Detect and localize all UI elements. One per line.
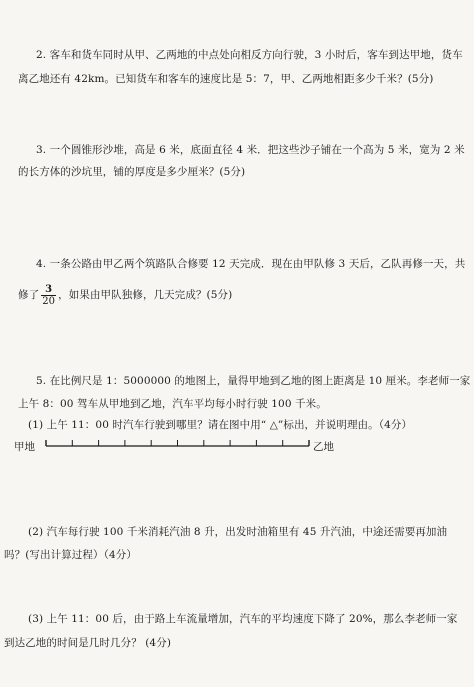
fraction-numerator: 3 — [41, 284, 56, 296]
q5-line-2: 上午 8：00 驾车从甲地到乙地，汽车平均每小时行驶 100 千米。 — [18, 398, 327, 410]
q2-line-1: 2. 客车和货车同时从甲、乙两地的中点处向相反方向行驶，3 小时后，客车到达甲地，货车 — [36, 49, 463, 61]
q5-sub3-line-1: (3) 上午 11：00 后，由于路上车流量增加，汽车的平均速度下降了 20%，那么李老师一家 — [28, 613, 458, 625]
q2-line-2: 离乙地还有 42km。已知货车和客车的速度比是 5：7，甲、乙两地相距多少千米？(5分) — [18, 73, 434, 85]
q5-sub2-line-2: 吗？(写出计算过程）（4分） — [4, 549, 137, 561]
q4-line-1: 4. 一条公路由甲乙两个筑路队合修要 12 天完成．现在由甲队修 3 天后，乙队再修一天，共 — [36, 258, 466, 270]
q4-line-2-prefix: 修了 — [18, 289, 40, 301]
fraction-denominator: 20 — [42, 295, 56, 307]
q4-line-2-suffix: ，如果由甲队独修，几天完成？(5分) — [58, 289, 233, 301]
q5-sub3-line-2: 到达乙地的时间是几时几分？ (4分) — [4, 637, 172, 649]
label-jia-di: 甲地 — [14, 441, 35, 453]
scale-bar — [46, 436, 310, 456]
q3-line-2: 的长方体的沙坑里，铺的厚度是多少厘米？(5分) — [18, 166, 246, 178]
fraction-3-20 — [41, 284, 56, 307]
label-yi-di: 乙地 — [313, 441, 334, 453]
scale-bar-ticks — [46, 440, 309, 446]
q3-line-1: 3. 一个圆锥形沙堆，高是 6 米，底面直径 4 米．把这些沙子铺在一个高为 5 米，宽为 2 米 — [36, 144, 465, 156]
q4-line-2 — [18, 282, 232, 308]
q5-sub1: (1) 上午 11：00 时汽车行驶到哪里？请在图中用“ △”标出，并说明理由。（4分） — [28, 419, 413, 431]
q5-sub2-line-1: (2) 汽车每行驶 100 千米消耗汽油 8 升，出发时油箱里有 45 升汽油，中途还需要再加油 — [28, 526, 448, 538]
q5-line-1: 5. 在比例尺是 1：5000000 的地图上，量得甲地到乙地的图上距离是 10 厘米。李老师一家 — [36, 375, 471, 387]
